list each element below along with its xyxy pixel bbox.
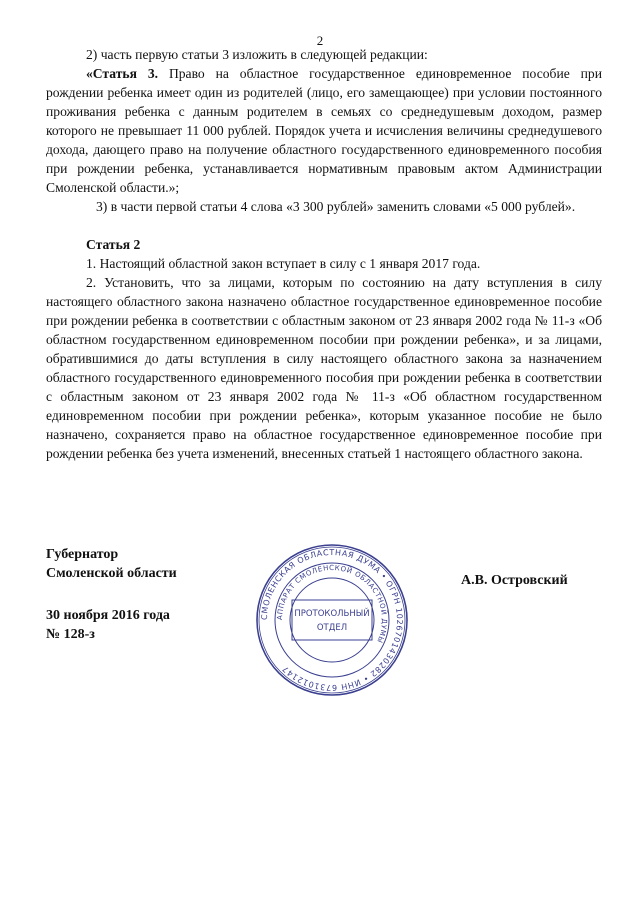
- paragraph-article-3-text: [46, 64, 602, 197]
- position-line-1: Губернатор: [46, 547, 119, 562]
- paragraph-transitional: 2. Установить, что за лицами, которым по состоянию на дату вступления в силу настоящего областного закона назначено областное государственное единовременное пособие при рождении ребенка в соответствии с областным законом от 23 января 2002 года № 11-з «Об областном государственном единовременном пособии при рождении ребенка», и за лицами, обратившимися до даты вступления в силу настоящего областного закона за назначением областного государственного единовременного пособия при рождении ребенка в соответствии с областным законом от 23 января 2002 года № 11-з «Об областном государственном единовременном пособии при рождении ребенка», которым указанное пособие не было назначено, сохраняется право на областное государственное единовременное пособие при рождении ребенка без учета изменений, внесенных статьей 1 настоящего областного закона.: [46, 275, 602, 461]
- stamp-center-line-2: ОТДЕЛ: [316, 623, 348, 633]
- stamp-center-line-1: ПРОТОКОЛЬНЫЙ: [294, 609, 370, 619]
- article-3-lead: «Статья 3.: [86, 66, 159, 81]
- stamp-outer-text: СМОЛЕНСКАЯ ОБЛАСТНАЯ ДУМА • ОГРН 1026701430282 • ИНН 6731012147: [259, 547, 405, 693]
- document-body: [46, 45, 602, 463]
- paragraph-amend-article-4: 3) в части первой статьи 4 слова «3 300 рублей» заменить словами «5 000 рублей».: [96, 199, 576, 214]
- position-line-2: Смоленской области: [46, 566, 177, 581]
- article-3-body: Право на областное государственное единовременное пособие при рождении ребенка имеет один из родителей (лицо, его замещающее) при условии постоянного проживания ребенка с данным родителем в семьях со среднедушевым доходом, размер которого не превышает 11 000 рублей. Порядок учета и исчисления величины среднедушевого дохода, дающего право на получение областного государственного единовременного пособия при рождении ребенка, устанавливается нормативным правовым актом Администрации Смоленской области.»;: [46, 66, 602, 195]
- official-seal-stamp: [254, 542, 410, 698]
- paragraph-amend-article-3: 2) часть первую статьи 3 изложить в следующей редакции:: [86, 47, 428, 62]
- signatory-name: А.В. Островский: [461, 573, 568, 588]
- page-number: 2: [316, 33, 324, 48]
- article-2-heading: Статья 2: [86, 237, 141, 252]
- stamp-inner-text: АППАРАТ СМОЛЕНСКОЙ ОБЛАСТНОЙ ДУМЫ: [275, 563, 389, 645]
- law-number: № 128-з: [46, 627, 95, 642]
- law-date: 30 ноября 2016 года: [46, 608, 170, 623]
- law-date-number: [46, 606, 170, 644]
- signatory-position: [46, 545, 177, 583]
- paragraph-effective-date: 1. Настоящий областной закон вступает в силу с 1 января 2017 года.: [86, 256, 481, 271]
